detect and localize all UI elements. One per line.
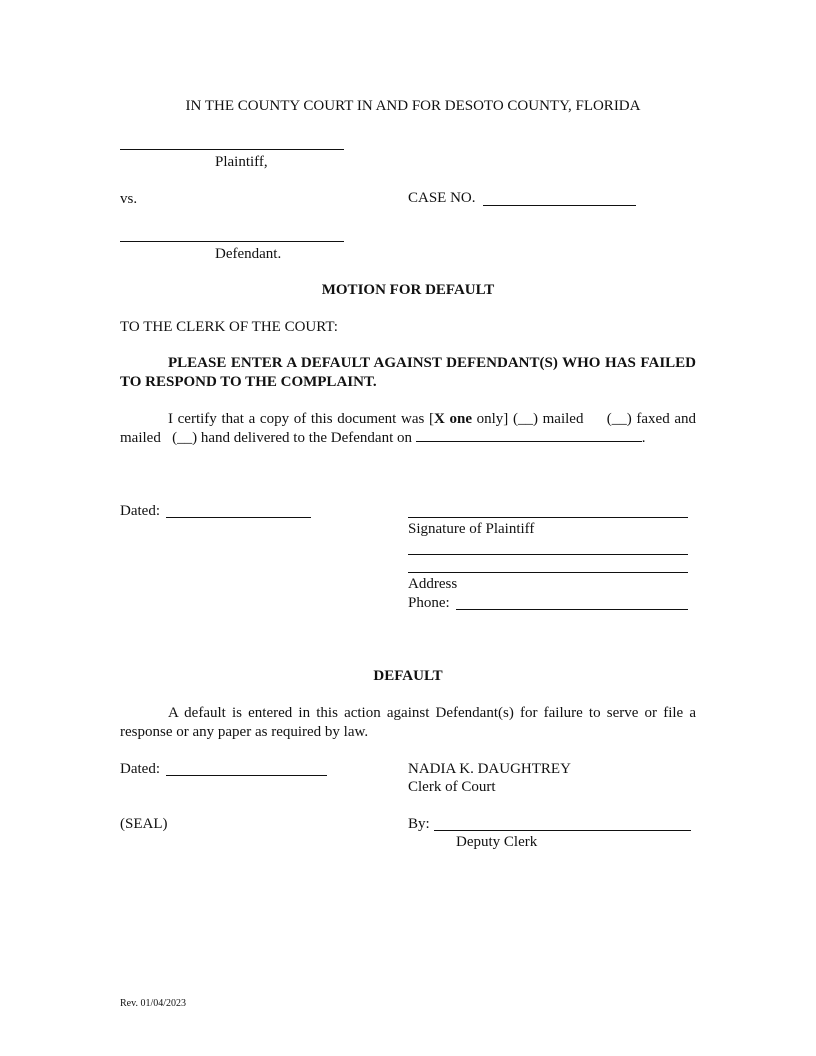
mailed-label: mailed xyxy=(542,411,584,427)
certification-paragraph: I certify that a copy of this document was [X one only] (__) mailed (__) faxed and mailed (__) hand delivered to the Defendant on . xyxy=(120,411,697,446)
plaintiff-name-line[interactable] xyxy=(120,149,344,150)
default-body: A default is entered in this action against Defendant(s) for failure to serve or file a response or any paper as required by law. xyxy=(120,705,696,740)
motion-dated-label: Dated: xyxy=(120,503,160,519)
faxed-label: faxed and mailed xyxy=(120,411,697,446)
delivery-date-line[interactable] xyxy=(416,429,642,442)
motion-dated-line[interactable] xyxy=(166,517,311,518)
certify-x-one: X one xyxy=(433,411,472,427)
default-title: DEFAULT xyxy=(373,668,443,684)
default-dated-label: Dated: xyxy=(120,761,160,777)
addressee: TO THE CLERK OF THE COURT: xyxy=(120,319,338,335)
mailed-checkbox[interactable]: (__) xyxy=(512,411,538,427)
court-title: IN THE COUNTY COURT IN AND FOR DESOTO COUNTY, FLORIDA xyxy=(185,98,641,114)
default-dated-line[interactable] xyxy=(166,775,327,776)
clerk-name: NADIA K. DAUGHTREY xyxy=(408,761,571,777)
plaintiff-label: Plaintiff, xyxy=(215,154,268,170)
hand-checkbox[interactable]: (__) xyxy=(172,430,198,446)
address-line-2[interactable] xyxy=(408,572,688,573)
clerk-title: Clerk of Court xyxy=(408,779,496,795)
certify-prefix: I certify that a copy of this document was [ xyxy=(168,411,434,427)
motion-title: MOTION FOR DEFAULT xyxy=(321,282,495,298)
defendant-name-line[interactable] xyxy=(120,241,344,242)
plaintiff-signature-line[interactable] xyxy=(408,517,688,518)
address-label: Address xyxy=(408,576,458,592)
case-no-label: CASE NO. xyxy=(408,190,476,206)
default-request: PLEASE ENTER A DEFAULT AGAINST DEFENDANT(S) WHO HAS FAILED TO RESPOND TO THE COMPLAINT. xyxy=(120,355,696,390)
certify-only: only] xyxy=(471,411,509,427)
hand-label: hand delivered to the Defendant on xyxy=(200,430,412,446)
phone-line[interactable] xyxy=(456,609,688,610)
by-label: By: xyxy=(408,816,430,832)
revision-date: Rev. 01/04/2023 xyxy=(120,998,187,1009)
address-line-1[interactable] xyxy=(408,554,688,555)
phone-label: Phone: xyxy=(408,595,450,611)
defendant-label: Defendant. xyxy=(215,246,282,262)
signature-label: Signature of Plaintiff xyxy=(408,521,535,537)
deputy-clerk-label: Deputy Clerk xyxy=(456,834,538,850)
deputy-signature-line[interactable] xyxy=(434,830,691,831)
faxed-checkbox[interactable]: (__) xyxy=(606,411,632,427)
vs-label: vs. xyxy=(120,191,138,207)
case-no-line[interactable] xyxy=(483,205,636,206)
seal-label: (SEAL) xyxy=(120,816,168,832)
